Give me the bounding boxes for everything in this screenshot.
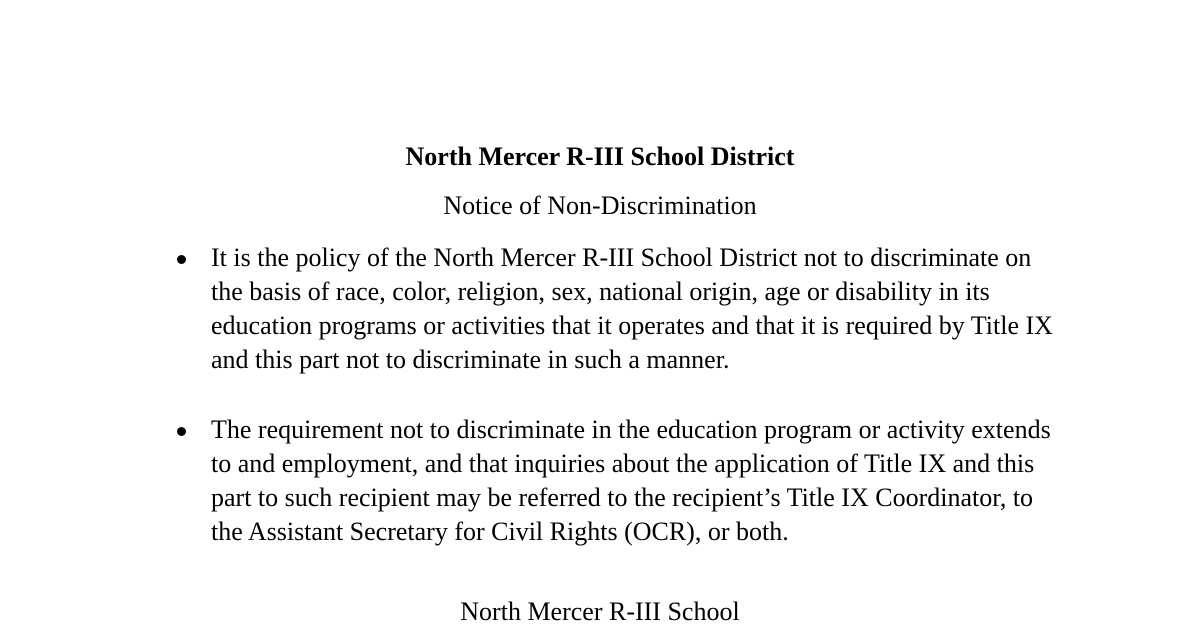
policy-bullet-item [0, 413, 1061, 549]
document-subtitle: Notice of Non-Discrimination [443, 191, 757, 220]
document-title: North Mercer R-III School District [405, 142, 795, 171]
policy-bullet-list [0, 241, 1200, 585]
bullet-icon [177, 427, 186, 436]
policy-bullet-text: The requirement not to discriminate in the education program or activity extends to and employment, and that inquiries about the application of Title IX and this part to such recipient may be referred to the recipient’s Title IX Coordinator, to the Assistant Secretary for Civil Rights (OCR), or both. [211, 415, 1051, 546]
signature-line: North Mercer R-III School [460, 597, 740, 626]
policy-bullet-text: It is the policy of the North Mercer R-III School District not to discriminate on the basis of race, color, religion, sex, national origin, age or disability in its education programs or activities that it operates and that it is required by Title IX and this part not to discriminate in such a manner. [211, 243, 1053, 374]
bullet-icon [177, 255, 186, 264]
policy-bullet-item [0, 241, 1061, 377]
